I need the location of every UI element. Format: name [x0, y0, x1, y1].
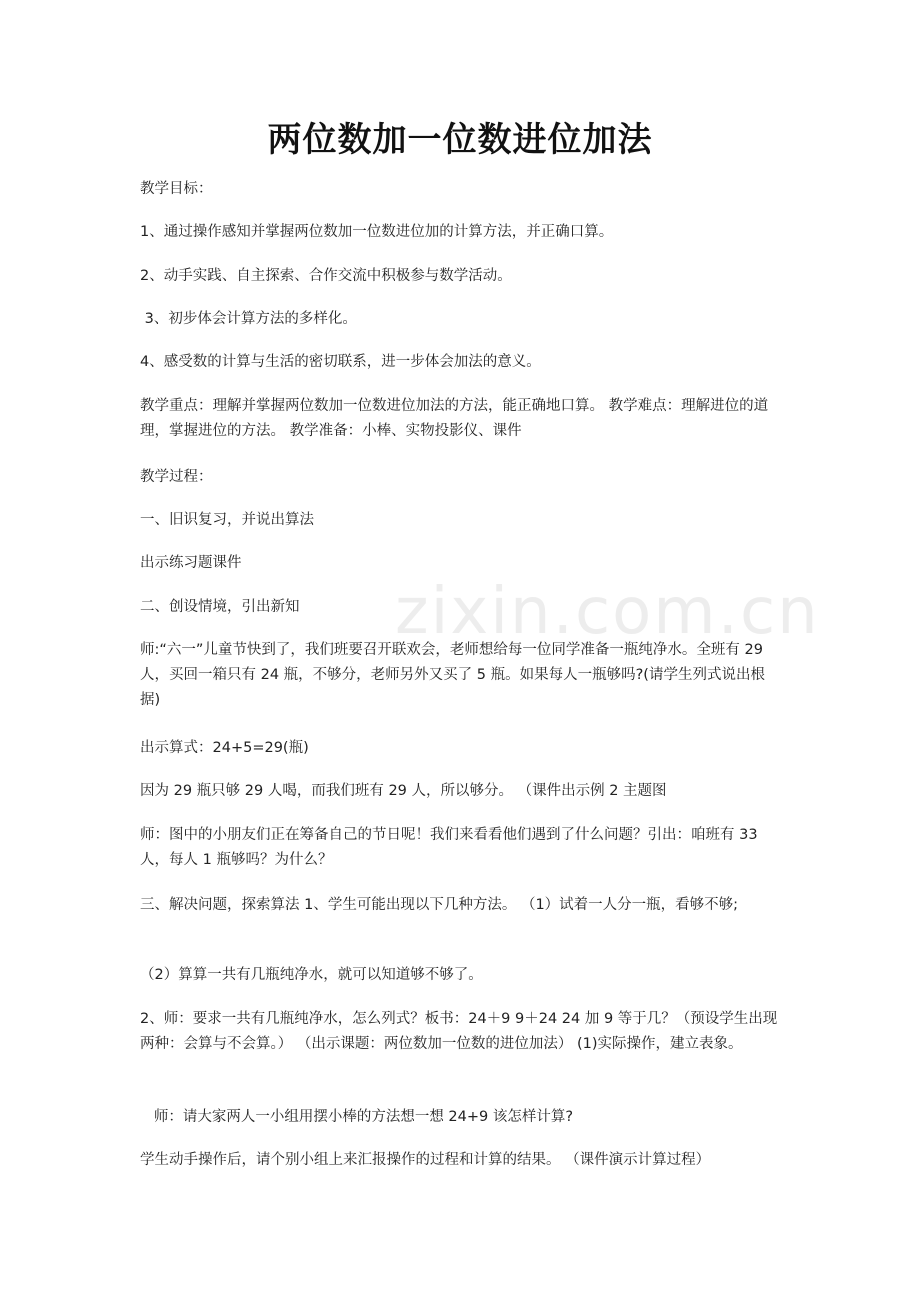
paragraph-group-activity: 师：请大家两人一小组用摆小棒的方法想一想 24+9 该怎样计算? — [140, 1109, 574, 1125]
paragraph-goal-4: 4、感受数的计算与生活的密切联系，进一步体会加法的意义。 — [140, 354, 541, 370]
document-title: 两位数加一位数进位加法 — [267, 120, 653, 160]
paragraph-section-1: 一、旧识复习，并说出算法 — [140, 512, 314, 528]
paragraph-show-exercises: 出示练习题课件 — [140, 555, 242, 571]
paragraph-report-results: 学生动手操作后，请个别小组上来汇报操作的过程和计算的结果。 （课件演示计算过程） — [140, 1152, 711, 1168]
paragraph-goal-3: 3、初步体会计算方法的多样化。 — [140, 311, 357, 327]
paragraph-board-writing: 2、师：要求一共有几瓶纯净水，怎么列式？板书：24＋9 9＋24 24 加 9 等于几？（预设学生出现两种：会算与不会算。） （出示课题：两位数加一位数的进位加法） (1)实际操作，建立表象。 — [140, 1011, 778, 1052]
paragraph-teaching-goals-heading: 教学目标： — [140, 181, 213, 197]
paragraph-key-points: 教学重点：理解并掌握两位数加一位数进位加法的方法，能正确地口算。 教学难点：理解进位的道理，掌握进位的方法。 教学准备：小棒、实物投影仪、课件 — [140, 398, 769, 439]
paragraph-teacher-story: 师:“六一”儿童节快到了，我们班要召开联欢会，老师想给每一位同学准备一瓶纯净水。全班有 29 人，买回一箱只有 24 瓶，不够分，老师另外又买了 5 瓶。如果每人一瓶够吗?(请学生列式说出根据) — [140, 642, 765, 708]
paragraph-show-formula: 出示算式：24+5=29(瓶) — [140, 740, 309, 756]
paragraph-section-2: 二、创设情境，引出新知 — [140, 599, 300, 615]
paragraph-enough-reason: 因为 29 瓶只够 29 人喝，而我们班有 29 人，所以够分。 （课件出示例 2 主题图 — [140, 783, 667, 799]
paragraph-goal-1: 1、通过操作感知并掌握两位数加一位数进位加的计算方法，并正确口算。 — [140, 224, 614, 240]
paragraph-teacher-question: 师：图中的小朋友们正在筹备自己的节日呢！我们来看看他们遇到了什么问题？引出：咱班有 33 人，每人 1 瓶够吗？为什么？ — [140, 827, 758, 868]
watermark: zixin.com.cn — [395, 575, 820, 649]
paragraph-section-3: 三、解决问题，探索算法 1、学生可能出现以下几种方法。 （1）试着一人分一瓶，看够不够; — [140, 897, 739, 913]
paragraph-process-heading: 教学过程： — [140, 469, 213, 485]
paragraph-method-2: （2）算算一共有几瓶纯净水，就可以知道够不够了。 — [140, 967, 483, 983]
paragraph-goal-2: 2、动手实践、自主探索、合作交流中积极参与数学活动。 — [140, 268, 512, 284]
